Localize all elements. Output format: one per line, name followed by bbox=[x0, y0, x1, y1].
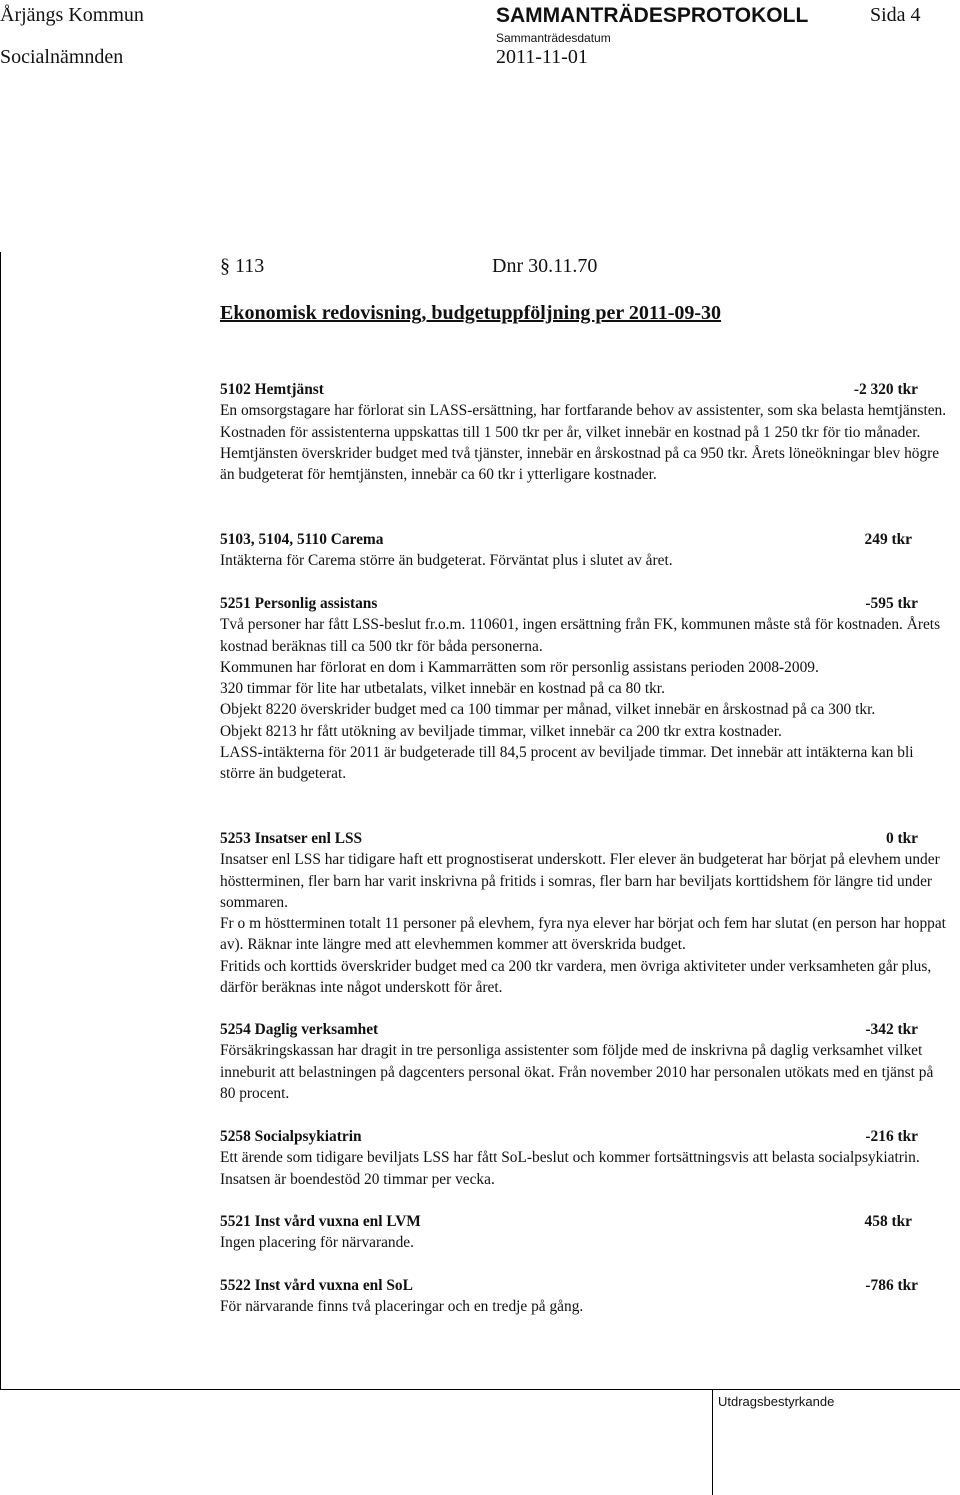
section-heading: 5521 Inst vård vuxna enl LVM bbox=[220, 1213, 421, 1230]
section-heading: 5522 Inst vård vuxna enl SoL bbox=[220, 1277, 413, 1294]
footer-label: Utdragsbestyrkande bbox=[718, 1394, 835, 1409]
footer-divider bbox=[712, 1389, 713, 1495]
section-heading: 5103, 5104, 5110 Carema bbox=[220, 531, 384, 548]
section-5254 bbox=[220, 1019, 950, 1104]
section-paragraph: Kommunen har förlorat en dom i Kammarrätten som rör personlig assistans perioden 2008-2009. bbox=[220, 658, 819, 676]
section-amount: 249 tkr bbox=[864, 531, 912, 548]
section-paragraph: För närvarande finns två placeringar och en tredje på gång. bbox=[220, 1298, 584, 1316]
item-title: Ekonomisk redovisning, budgetuppföljning per 2011-09-30 bbox=[220, 302, 722, 324]
section-paragraph: Ingen placering för närvarande. bbox=[220, 1234, 414, 1252]
footer-rule bbox=[0, 1389, 960, 1390]
section-heading: 5251 Personlig assistans bbox=[220, 595, 378, 612]
section-heading: 5258 Socialpsykiatrin bbox=[220, 1128, 362, 1145]
diary-number: Dnr 30.11.70 bbox=[492, 255, 598, 277]
section-paragraph: En omsorgstagare har förlorat sin LASS-ersättning, har fortfarande behov av assistenter, som ska belasta hemtjänsten. Kostnaden för assistenterna uppskattas till 1 500 tkr per år, vilket innebär en kostnad på 1 250 tkr för tio månader. bbox=[220, 402, 947, 441]
section-heading: 5254 Daglig verksamhet bbox=[220, 1021, 379, 1038]
section-amount: 458 tkr bbox=[864, 1213, 912, 1230]
section-amount: -786 tkr bbox=[865, 1277, 918, 1294]
section-heading: 5253 Insatser enl LSS bbox=[220, 830, 363, 847]
section-paragraph: Försäkringskassan har dragit in tre personliga assistenter som följde med de inskrivna på daglig verksamhet vilket inneburit att belastningen på dagcenters personal ökat. Från november 2010 har personalen utökats med en tjänst på 80 procent. bbox=[220, 1042, 934, 1102]
section-paragraph: Objekt 8220 överskrider budget med ca 100 timmar per månad, vilket innebär en årskostnad på ca 300 tkr. bbox=[220, 701, 876, 719]
section-heading: 5102 Hemtjänst bbox=[220, 381, 324, 398]
page-number: Sida 4 bbox=[870, 4, 921, 26]
section-paragraph: Två personer har fått LSS-beslut fr.o.m. 110601, ingen ersättning från FK, kommunen måste stå för kostnaden. Årets kostnad beräknas till ca 500 tkr för båda personerna. bbox=[220, 616, 941, 655]
section-amount: -342 tkr bbox=[865, 1021, 918, 1038]
section-paragraph: Intäkterna för Carema större än budgeterat. Förväntat plus i slutet av året. bbox=[220, 552, 673, 570]
section-amount: -216 tkr bbox=[865, 1128, 918, 1145]
left-margin-line bbox=[0, 252, 1, 1390]
committee-name: Socialnämnden bbox=[0, 46, 124, 68]
date-label: Sammanträdesdatum bbox=[496, 31, 611, 45]
section-amount: -595 tkr bbox=[865, 595, 918, 612]
document-type: SAMMANTRÄDESPROTOKOLL bbox=[496, 4, 809, 27]
section-5522 bbox=[220, 1275, 950, 1318]
meeting-date: 2011-11-01 bbox=[496, 46, 588, 68]
section-amount: -2 320 tkr bbox=[853, 381, 918, 398]
section-paragraph: Insatser enl LSS har tidigare haft ett prognostiserat underskott. Fler elever än budgeterat har börjat på elevhem under höstterminen, fler barn har varit inskrivna på fritids i somras, fler barn har beviljats korttidshem för längre tid under sommaren. bbox=[220, 851, 940, 911]
section-paragraph: 320 timmar för lite har utbetalats, vilket innebär en kostnad på ca 80 tkr. bbox=[220, 680, 665, 698]
section-paragraph: Fr o m höstterminen totalt 11 personer på elevhem, fyra nya elever har börjat och fem har slutat (en person har hoppat av). Räknar inte längre med att elevhemmen kommer att överskrida budget. bbox=[220, 915, 946, 954]
section-paragraph: Objekt 8213 hr fått utökning av beviljade timmar, vilket innebär ca 200 tkr extra kostnader. bbox=[220, 722, 782, 740]
municipality-name: Årjängs Kommun bbox=[0, 4, 144, 26]
section-5521 bbox=[220, 1211, 950, 1254]
section-5253 bbox=[220, 828, 950, 998]
section-paragraph: LASS-intäkterna för 2011 är budgeterade till 84,5 procent av beviljade timmar. Det innebär att intäkterna kan bli större än budgeterat. bbox=[220, 744, 914, 783]
section-paragraph: Fritids och korttids överskrider budget med ca 200 tkr vardera, men övriga aktiviteter under verksamheten går plus, därför beräknas inte något underskott för året. bbox=[220, 957, 932, 997]
section-5258 bbox=[220, 1126, 950, 1190]
section-paragraph: Ett ärende som tidigare beviljats LSS har fått SoL-beslut och kommer fortsättningsvis att belasta socialpsykiatrin. Insatsen är boendestöd 20 timmar per vecka. bbox=[220, 1149, 920, 1188]
section-5251 bbox=[220, 593, 950, 785]
section-amount: 0 tkr bbox=[885, 830, 918, 847]
section-carema bbox=[220, 529, 950, 572]
paragraph-number: § 113 bbox=[220, 255, 265, 277]
section-paragraph: Hemtjänsten överskrider budget med två tjänster, innebär en årskostnad på ca 950 tkr. Årets löneökningar blev högre än budgeterat för hemtjänsten, innebär ca 60 tkr i ytterligare kostnader. bbox=[220, 444, 940, 484]
section-5102 bbox=[220, 379, 950, 485]
